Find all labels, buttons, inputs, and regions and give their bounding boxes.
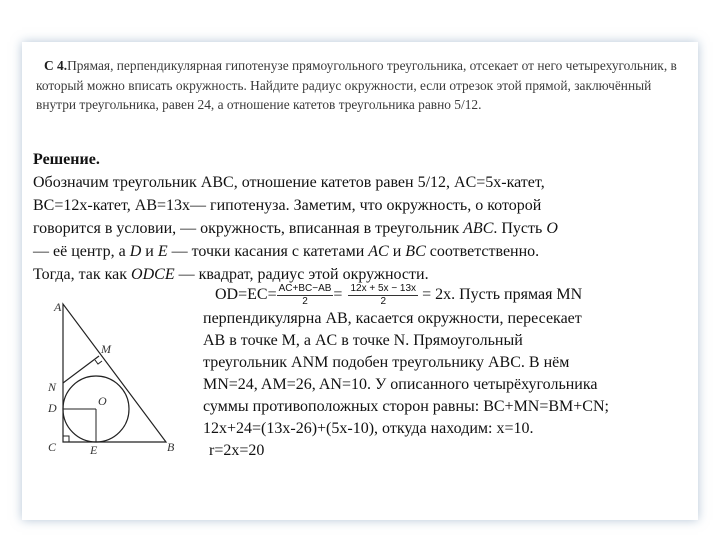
right-line-4: MN=24, AM=26, AN=10. У описанного четырёхугольника bbox=[203, 376, 598, 393]
right-line-6: 12x+24=(13x-26)+(5x-10), откуда находим: x=10. bbox=[203, 420, 534, 437]
label-b: B bbox=[167, 440, 175, 454]
task-text: Прямая, перпендикулярная гипотенузе прямоугольного треугольника, отсекает от него четырехугольник, в который можно вписать окружность. Найдите радиус окружности, если отрезок этой прямой, заключённый внутри треугольника, равен 24, а отношение катетов треугольника равно 5/12. bbox=[36, 58, 677, 112]
text-span: ABC bbox=[463, 220, 494, 237]
label-n: N bbox=[48, 380, 57, 394]
right-line-3: треугольник ANM подобен треугольнику ABC. В нём bbox=[203, 354, 570, 371]
solution-line-1: Обозначим треугольник ABC, отношение катетов равен 5/12, AC=5x-катет, bbox=[33, 174, 545, 191]
task-number: C 4. bbox=[44, 58, 68, 73]
solution-line-2: BC=12x-катет, AB=13x— гипотенуза. Заметим, что окружность, о которой bbox=[33, 197, 542, 214]
text-span: AC bbox=[368, 243, 389, 260]
fraction-1-numerator: AC+BC−AB bbox=[278, 283, 332, 294]
right-line-5: суммы противоположных сторон равны: BC+MN=BM+CN; bbox=[203, 398, 609, 415]
right-line-1: перпендикулярна AB, касается окружности, пересекает bbox=[203, 310, 582, 327]
text-span: говорится в условии, — окружность, вписанная в треугольник bbox=[33, 220, 464, 237]
triangle-abc bbox=[63, 304, 166, 442]
task-statement bbox=[36, 56, 686, 115]
fraction-1 bbox=[277, 283, 334, 308]
fraction-2-denominator: 2 bbox=[380, 296, 387, 307]
text-span: — её центр, а bbox=[33, 243, 130, 260]
od-suffix: = 2x. Пусть прямая MN bbox=[422, 286, 583, 304]
text-span: и bbox=[388, 243, 406, 260]
text-span: Тогда, так как bbox=[33, 266, 132, 283]
solution-right-column bbox=[203, 283, 693, 462]
label-m: M bbox=[101, 342, 111, 356]
text-span: — точки касания с катетами bbox=[167, 243, 369, 260]
label-c: C bbox=[48, 440, 57, 454]
solution bbox=[33, 148, 688, 286]
solution-line-4 bbox=[33, 240, 688, 263]
right-angle-m bbox=[95, 360, 102, 364]
right-line-2: AB в точке M, а AC в точке N. Прямоугольный bbox=[203, 332, 523, 349]
solution-heading: Решение. bbox=[33, 151, 100, 168]
label-o: O bbox=[98, 394, 107, 408]
text-span: — квадрат, радиус этой окружности. bbox=[174, 266, 429, 283]
text-span: и bbox=[141, 243, 158, 260]
label-d: D bbox=[48, 401, 57, 415]
fraction-1-denominator: 2 bbox=[302, 296, 308, 307]
triangle-diagram bbox=[40, 290, 200, 460]
label-a: A bbox=[54, 300, 62, 314]
text-span: E bbox=[157, 243, 168, 260]
text-span: BC bbox=[405, 243, 426, 260]
equals-sign: = bbox=[333, 286, 343, 304]
solution-line-3 bbox=[33, 217, 688, 240]
right-angle-c bbox=[63, 436, 69, 442]
text-span: D bbox=[129, 243, 142, 260]
fraction-2 bbox=[348, 283, 418, 308]
text-span: O bbox=[546, 220, 558, 237]
right-line-7: r=2x=20 bbox=[209, 442, 265, 459]
label-e: E bbox=[90, 443, 98, 457]
fraction-2-numerator: 12x + 5x − 13x bbox=[350, 283, 417, 294]
text-span: соответственно. bbox=[425, 243, 540, 260]
od-equation bbox=[203, 283, 693, 308]
od-prefix: OD=EC= bbox=[215, 286, 277, 304]
triangle-figure bbox=[40, 290, 200, 460]
text-span: ODCE bbox=[131, 266, 175, 283]
text-span: . Пусть bbox=[493, 220, 547, 237]
